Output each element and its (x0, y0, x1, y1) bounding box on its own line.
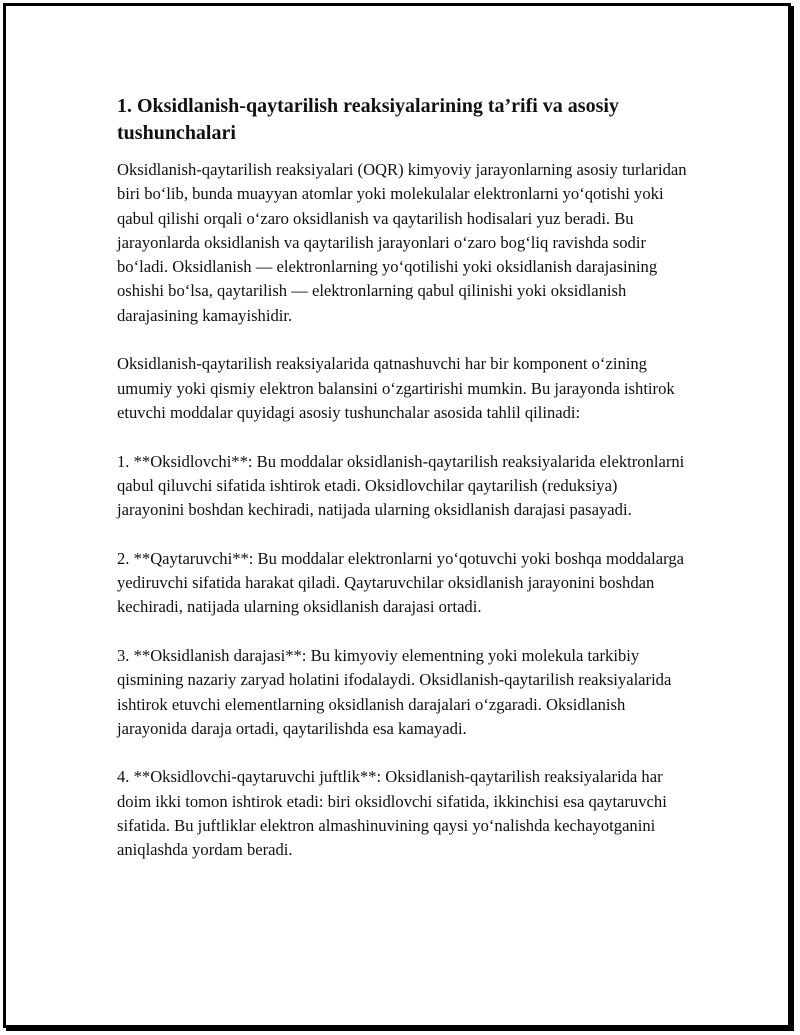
paragraph-intro: Oksidlanish-qaytarilish reaksiyalari (OQR) kimyoviy jarayonlarning asosiy turlaridan biri boʻlib, bunda muayyan atomlar yoki molekulalar elektronlarni yoʻqotishi yoki qabul qilishi orqali oʻzaro oksidlanish va qaytarilish hodisalari yuz beradi. Bu jarayonlarda oksidlanish va qaytarilish jarayonlari oʻzaro bogʻliq ravishda sodir boʻladi. Oksidlanish — elektronlarning yoʻqotilishi yoki oksidlanish darajasining oshishi boʻlsa, qaytarilish — elektronlarning qabul qilinishi yoki oksidlanish darajasining kamayishidir. (117, 160, 687, 325)
list-item-oxidizer: 1. **Oksidlovchi**: Bu moddalar oksidlanish-qaytarilish reaksiyalarida elektronlarni qabul qiluvchi sifatida ishtirok etadi. Oksidlovchilar qaytarilish (reduksiya) jarayonini boshdan kechiradi, natijada ularning oksidlanish darajasi pasayadi. (117, 451, 685, 520)
document-title: 1. Oksidlanish-qaytarilish reaksiyalarining ta’rifi va asosiy tushunchalari (117, 95, 619, 144)
list-item-redox-pair: 4. **Oksidlovchi-qaytaruvchi juftlik**: Oksidlanish-qaytarilish reaksiyalarida har doim ikki tomon ishtirok etadi: biri oksidlovchi sifatida, ikkinchisi esa qaytaruvchi sifatida. Bu juftliklar elektron almashinuvining qaysi yoʻnalishda kechayotganini aniqlashda yordam beradi. (117, 767, 667, 860)
list-item-reducer: 2. **Qaytaruvchi**: Bu moddalar elektronlarni yoʻqotuvchi yoki boshqa moddalarga yediruvchi sifatida harakat qiladi. Qaytaruvchilar oksidlanish jarayonini boshdan kechiradi, natijada ularning oksidlanish darajasi ortadi. (117, 548, 684, 617)
paragraph-components: Oksidlanish-qaytarilish reaksiyalarida qatnashuvchi har bir komponent oʻzining umumiy yoki qismiy elektron balansini oʻzgartirishi mumkin. Bu jarayonda ishtirok etuvchi moddalar quyidagi asosiy tushunchalar asosida tahlil qilinadi: (117, 354, 675, 422)
list-item-oxidation-state: 3. **Oksidlanish darajasi**: Bu kimyoviy elementning yoki molekula tarkibiy qismining nazariy zaryad holatini ifodalaydi. Oksidlanish-qaytarilish reaksiyalarida ishtirok etuvchi elementlarning oksidlanish darajalari oʻzgaradi. Oksidlanish jarayonida daraja ortadi, qaytarilishda esa kamayadi. (117, 645, 672, 738)
document-body (117, 93, 687, 887)
